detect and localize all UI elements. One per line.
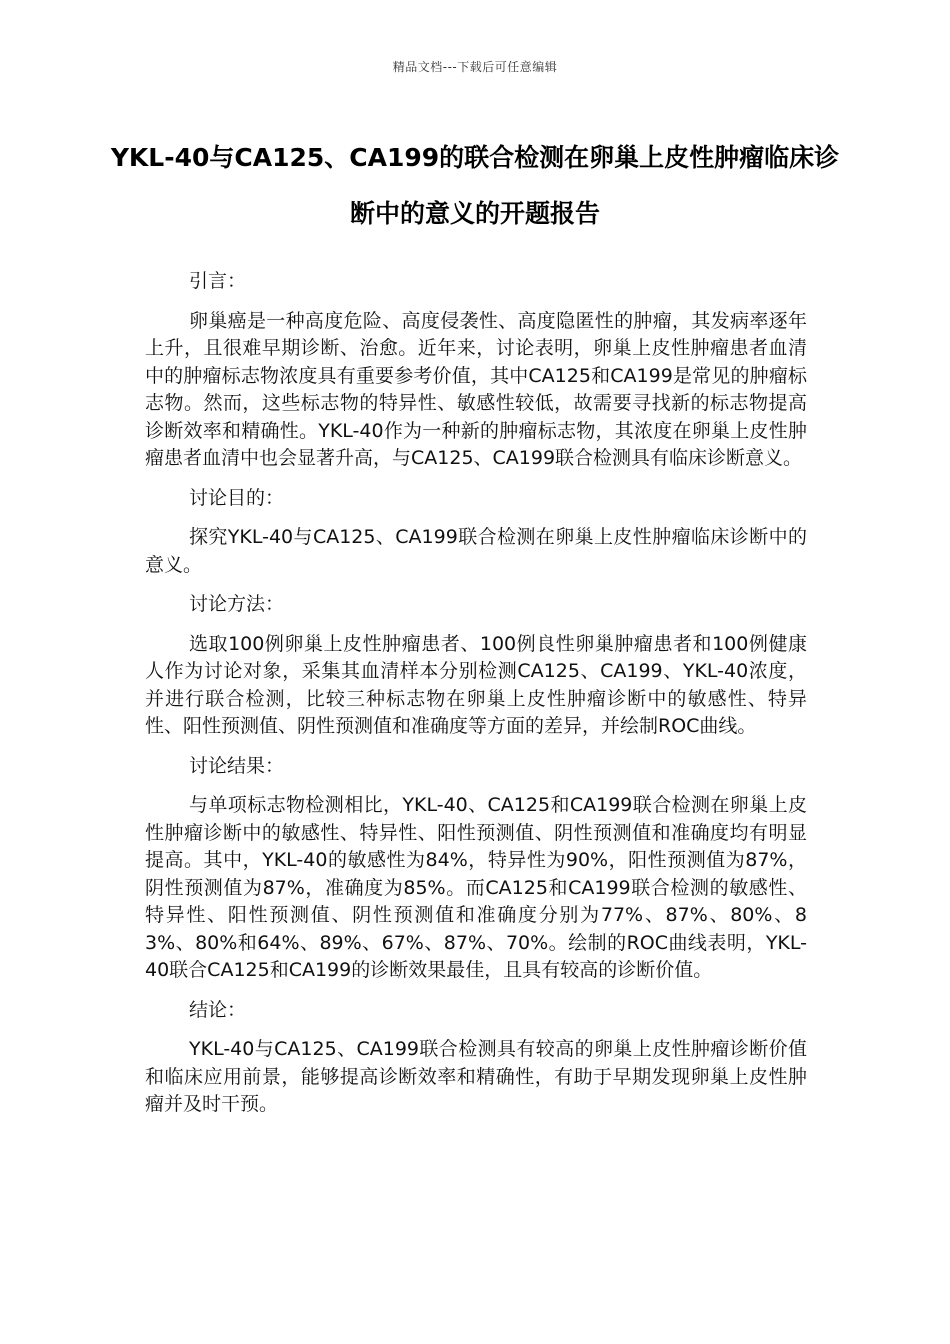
section-heading-results: 讨论结果： [189, 754, 285, 777]
document-title: YKL-40与CA125、CA199的联合检测在卵巢上皮性肿瘤临床诊断中的意义的开题报告 [110, 143, 840, 228]
section-text-objective: 探究YKL-40与CA125、CA199联合检测在卵巢上皮性肿瘤临床诊断中的意义。 [145, 526, 807, 576]
document-body [145, 268, 807, 1131]
section-heading-conclusion: 结论： [189, 998, 247, 1021]
section-text-methods: 选取100例卵巢上皮性肿瘤患者、100例良性卵巢肿瘤患者和100例健康人作为讨论对象，采集其血清样本分别检测CA125、CA199、YKL-40浓度，并进行联合检测，比较三种标志物在卵巢上皮性肿瘤诊断中的敏感性、特异性、阳性预测值、阴性预测值和准确度等方面的差异，并绘制ROC曲线。 [145, 632, 807, 737]
section-text-results: 与单项标志物检测相比，YKL-40、CA125和CA199联合检测在卵巢上皮性肿瘤诊断中的敏感性、特异性、阳性预测值、阴性预测值和准确度均有明显提高。其中，YKL-40的敏感性为84%，特异性为90%，阳性预测值为87%，阴性预测值为87%，准确度为85%。而CA125和CA199联合检测的敏感性、特异性、阳性预测值、阴性预测值和准确度分别为77%、87%、80%、83%、80%和64%、89%、67%、87%、70%。绘制的ROC曲线表明，YKL-40联合CA125和CA199的诊断效果最佳，且具有较高的诊断价值。 [145, 794, 807, 981]
section-text-conclusion: YKL-40与CA125、CA199联合检测具有较高的卵巢上皮性肿瘤诊断价值和临床应用前景，能够提高诊断效率和精确性，有助于早期发现卵巢上皮性肿瘤并及时干预。 [145, 1038, 807, 1115]
section-text-introduction: 卵巢癌是一种高度危险、高度侵袭性、高度隐匿性的肿瘤，其发病率逐年上升，且很难早期诊断、治愈。近年来，讨论表明，卵巢上皮性肿瘤患者血清中的肿瘤标志物浓度具有重要参考价值，其中CA125和CA199是常见的肿瘤标志物。然而，这些标志物的特异性、敏感性较低，故需要寻找新的标志物提高诊断效率和精确性。YKL-40作为一种新的肿瘤标志物，其浓度在卵巢上皮性肿瘤患者血清中也会显著升高，与CA125、CA199联合检测具有临床诊断意义。 [145, 309, 807, 469]
header-note: 精品文档---下载后可任意编辑 [392, 60, 558, 74]
section-heading-introduction: 引言： [189, 270, 247, 292]
section-heading-objective: 讨论目的： [189, 486, 285, 509]
section-heading-methods: 讨论方法： [189, 593, 285, 615]
